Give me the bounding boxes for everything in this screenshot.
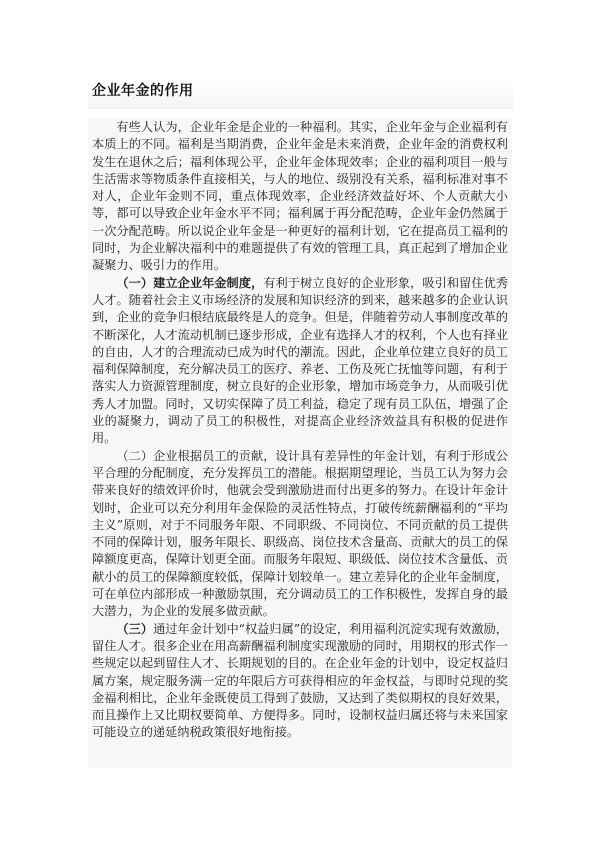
section-1-paragraph [88,275,512,448]
section-1-heading: （一）建立企业年金制度， [116,275,264,290]
article-body [88,118,512,768]
article-title: 企业年金的作用 [92,83,194,99]
section-3-heading: （三） [116,621,154,636]
section-3-paragraph [88,621,512,742]
section-1-body: 有利于树立良好的企业形象，吸引和留住优秀人才。随着社会主义市场经济的发展和知识经济的到来，越来越多的企业认识到，企业的竞争归根结底最终是人的竞争。但是，伴随着劳动人事制度改革的不断深化，人才流动机制已逐步形成，企业有选择人才的权利，个人也有择业的自由，人才的合理流动已成为时代的潮流。因此，企业单位建立良好的员工福利保障制度，充分解决员工的医疗、养老、工伤及死亡抚恤等问题，有利于落实人力资源管理制度，树立良好的企业形象，增加市场竞争力，从而吸引优秀人才加盟。同时，又切实保障了员工利益，稳定了现有员工队伍，增强了企业的凝聚力，调动了员工的积极性，对提高企业经济效益具有积极的促进作用。 [92,275,509,446]
section-2-body: （二）企业根据员工的贡献，设计具有差异性的年金计划，有利于形成公平合理的分配制度，充分发挥员工的潜能。根据期望理论，当员工认为努力会带来良好的绩效评价时，他就会受到激励进而付出更多的努力。在设计年金计划时，企业可以充分利用年金保险的灵活性特点，打破传统薪酬福利的“平均主义”原则，对于不同服务年限、不同职级、不同岗位、不同贡献的员工提供不同的保障计划，服务年限长、职级高、岗位技术含量高、贡献大的员工的保障额度更高，保障计划更全面。而服务年限短、职级低、岗位技术含量低、贡献小的员工的保障额度较低，保障计划较单一。建立差异化的企业年金制度，可在单位内部形成一种激励氛围，充分调动员工的工作积极性，发挥自身的最大潜力，为企业的发展多做贡献。 [92,448,508,619]
title-bar [88,78,513,109]
section-2-paragraph [88,448,512,621]
intro-paragraph: 有些人认为，企业年金是企业的一种福利。其实，企业年金与企业福利有本质上的不同。福利是当期消费，企业年金是未来消费，企业年金的消费权利发生在退休之后；福利体现公平，企业年金体现效率；企业的福利项目一般与生活需求等物质条件直接相关，与人的地位、级别没有关系，福利标准对事不对人，企业年金则不同，重点体现效率，企业经济效益好坏、个人贡献大小等，都可以导致企业年金水平不同；福利属于再分配范畴，企业年金仍然属于一次分配范畴。所以说企业年金是一种更好的福利计划，它在提高员工福利的同时，为企业解决福利中的难题提供了有效的管理工具，真正起到了增加企业凝聚力、吸引力的作用。 [92,120,508,273]
section-3-body: 通过年金计划中“权益归属”的设定，利用福利沉淀实现有效激励，留住人才。很多企业在用高薪酬福利制度实现激励的同时，用期权的形式作一些规定以起到留住人才、长期规划的目的。在企业年金的计划中，设定权益归属方案，规定服务满一定的年限后方可获得相应的年金权益，与即时兑现的奖金福利相比，企业年金既使员工得到了鼓励，又达到了类似期权的良好效果，而且操作上又比期权要简单、方便得多。同时，设制权益归属还将与未来国家可能设立的递延纳税政策很好地衔接。 [92,621,508,740]
